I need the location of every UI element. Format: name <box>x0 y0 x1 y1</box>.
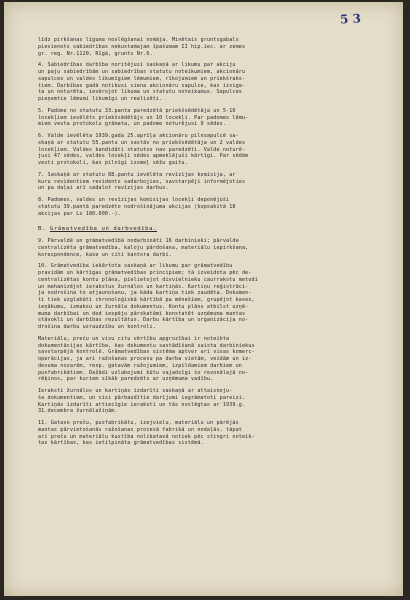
text-line: devuma nozarēm, resp. gatavām ražojumiem, izpildamiem darbiem un <box>38 362 242 369</box>
paragraph <box>38 420 384 447</box>
text-line: gr. reg. Nr.1120, Rīgā, grunts Nr.6. <box>38 50 153 57</box>
text-line: kuru revidentiem revidents sadarbojies, savstarpēji informējoties <box>38 178 246 185</box>
page-number: 5 3 <box>339 11 362 27</box>
section-heading <box>38 226 384 233</box>
text-line: savstarpējā kontrolē. Grāmatvedības sistēma aptver ari visas komerc- <box>38 349 255 356</box>
paragraph <box>38 238 384 258</box>
document-page <box>4 2 403 596</box>
text-line: muma darbībai un dod iespēju pārskatāmi konstatēt uzņēmuma mantas <box>38 310 246 317</box>
text-line: 10. Grāmatvedība iekārtota saskaņā ar likumu par grāmatvedību <box>38 263 233 270</box>
text-line: un mehanizējot ierakstus žurnālos un kartiņās. Kartiņu reģistrāci- <box>38 283 249 290</box>
paragraph <box>38 37 384 57</box>
text-line: mantas pārvietošanās ražošanas procesā fabrikā un nodaļās, tāpat <box>38 426 242 433</box>
text-line: drošina darbu uzraudzību un kontroli. <box>38 324 156 330</box>
text-line: 6. Valde ievēlēta 1939.gada 25.aprīļa akcionāru pilnsapulcē sa- <box>38 133 239 139</box>
text-line: centralizētas kontu plāna, pielietojot divvielnieku caurrakstu metodi <box>38 276 258 283</box>
text-line: Kartiņās izdarīti attiecīgie ieraksti un tās noslēgtas ar 1939.g. <box>38 401 246 408</box>
text-line: 9. Pārvaldē un grāmatvedībā nodarbināti 16 darbinieki; pārvalde <box>38 238 239 244</box>
text-line: jusi 47 sēdes, valdes locekļi sēdes apmeklējuši kārtīgi. Par sēdēm <box>38 153 249 160</box>
text-line: un paju sabiedrībām un sabiedrības statutu noteikumiem, akcionāru <box>38 69 246 75</box>
text-line: sapulces un valdes likumīgiem lēmumiem, rīkojumiem un priekšraks- <box>38 75 246 82</box>
text-line: 11. Gatavo preču, pusfabrikātu, izejvielu, materiālu un pārējās <box>38 420 239 426</box>
text-line: stāvokli un darbības rezultātus. Darbu kārtība un organizācija no- <box>38 317 249 324</box>
text-line: rēķinos, par kuriem sīkāk paredzēts ar uzņēmuma vadību. <box>38 376 214 383</box>
paragraph <box>38 62 384 103</box>
text-line: ti tiek uzglabāti chronoloģiskā kārtībā pa mēnešiem, grupējot kases, <box>38 297 255 303</box>
paragraph <box>38 336 384 383</box>
text-line: miem vesta protokolu grāmata, un padome noturējusi 9 sēdes. <box>38 121 227 128</box>
paragraph <box>38 172 384 192</box>
text-line: statutu 39.pantā paredzēto nodrošinājuma akcijas (kopsakitā 18 <box>38 203 236 210</box>
text-line: līdz pirkšanas līguma noslēgšanai nomāja. Minētais gruntsgabals <box>38 37 239 43</box>
paragraph <box>38 197 384 217</box>
text-line: ša dokumentiem, un visi pārbaudītie darījumi iegrāmatoti pareizi. <box>38 394 246 401</box>
document-body <box>38 32 384 447</box>
text-line: locekļiem ievēlēts priekšsēdētājs un 10 locekļi. Par padomes lēmu- <box>38 114 249 121</box>
section-prefix: B. <box>38 226 50 233</box>
text-line: Materiālu, preču un visu citu vērtību apgrozībai ir noteikta <box>38 335 230 342</box>
text-line: locekļiem. Valdes kandidāti statutos nav paredzēti. Valde noturē- <box>38 146 246 153</box>
text-line: pravidām un kārtīgas grāmatvedības principiem; tā izveidota pēc de- <box>38 270 252 276</box>
text-line: korespondence, kase un citi kantora darbi. <box>38 251 172 258</box>
paragraph <box>38 108 384 128</box>
text-line: skaņā ar statutu 55.pantu un sastāv no priekšsēdētāja un 2 valdes <box>38 139 246 146</box>
text-line: ta un noturēta, ievērojot likuma un statutu noteikumus. Sapulces <box>38 89 242 96</box>
text-line: tas kārtības, kas ietilpināta grāmatvedības sistēmā. <box>38 440 204 447</box>
text-line: operācijas, ja ari ražošanas procesu pa darba vietām, veidām un iz- <box>38 356 252 362</box>
text-line: akcijas par Ls 180.000.-). <box>38 210 121 217</box>
text-line: pusfabrikātiem. Dažādi uzlabojumi būtu vajadzīgi šo rezonālajā no- <box>38 369 249 376</box>
text-line: dokumentācijas kārtība, kas dokumentu sastādīšanā saista darbiniekus <box>38 342 255 349</box>
text-line: 8. Padomes, valdes un revīzijas komisijas locekļi deponējuši <box>38 197 230 203</box>
text-line: Ieraksti žurnālos un kartiņās izdarīti saskaņā ar attaisnoju- <box>38 388 233 394</box>
text-line: ieņākumu, izmaksu un žurnāla dokumentus. Kontu plāns atbilst uzņē- <box>38 303 249 310</box>
text-line: 4. Sabiedrības darbība noritējusi saskaņā ar likumu par akciju <box>38 62 236 69</box>
text-line: pievienots sabiedrības nekustamajam īpašumam II hip.iec. ar zemes <box>38 43 246 50</box>
text-line: 7. Saskaņā ar statutu 88.pantu ievēlēta revīzijas komisija, ar <box>38 171 236 178</box>
section-title: Grāmatvedība un darbvedība. <box>49 226 158 233</box>
paragraph <box>38 388 384 415</box>
paragraph <box>38 133 384 167</box>
text-line: tiem. Darbības gadā notikusi viena akcionāru sapulce, kas izsiga- <box>38 82 246 89</box>
text-line: pieņemtie lēmumi likumīgi un realizēti. <box>38 96 163 102</box>
text-line: un pa daļai arī sadalot revīzijas darbus. <box>38 185 169 192</box>
text-line: vesti protokoli, kas pilnīgi izsmeļ sēžu gaitu. <box>38 160 188 166</box>
paragraph <box>38 263 384 331</box>
text-line: 5. Padome no statutu 33.panta paredzētā priekšsēdētāja un 5-10 <box>38 107 236 114</box>
text-line: ari preču un materiālu kustība nolikatavā notiek pēc stingri noteik- <box>38 433 255 440</box>
text-line: centralizēta grāmatvedība, kaloju pārdošana, materiālu iepirkšana, <box>38 244 249 251</box>
text-line: ja nodrošina to atjaunošanu, ja kāda kartiņa tiek zaudēta. Dokumen- <box>38 290 252 297</box>
text-line: 31.decembra žurnālažiņām. <box>38 408 118 415</box>
